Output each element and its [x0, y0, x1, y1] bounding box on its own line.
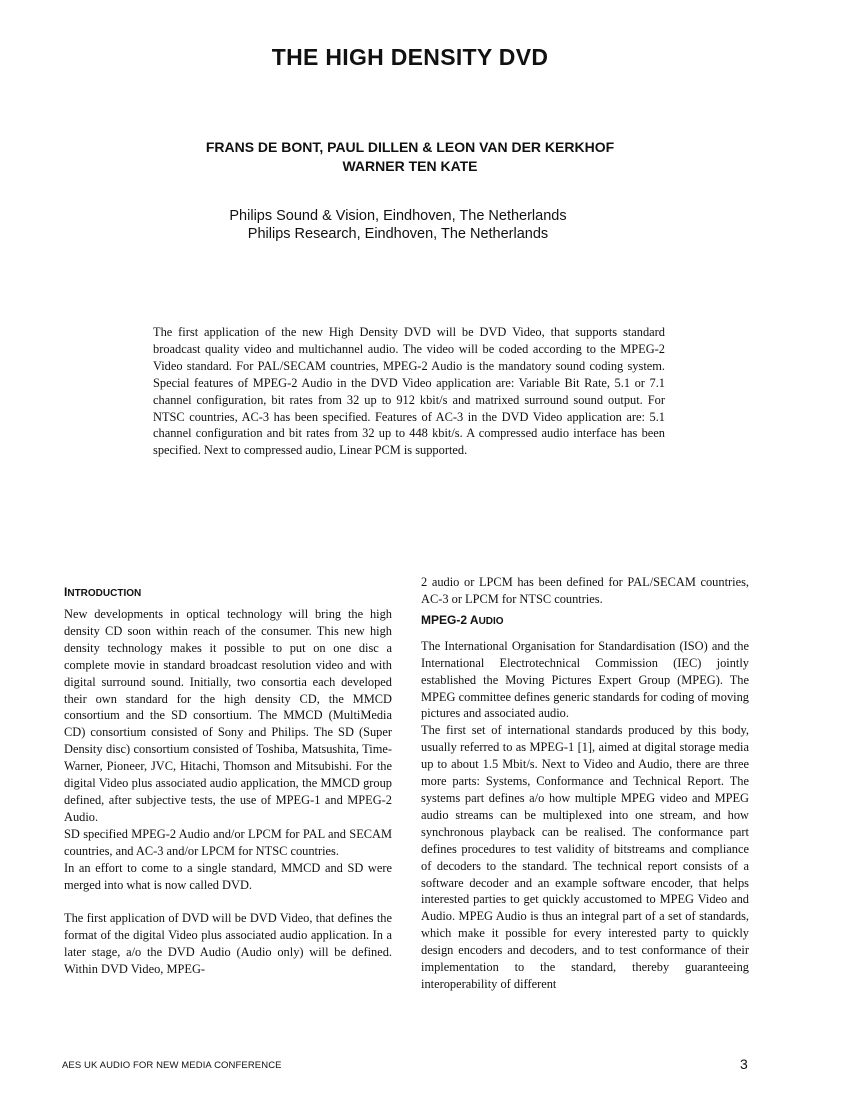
mpeg-paragraph-1: The International Organisation for Standardisation (ISO) and the International Electrotechnical Commission (IEC) jointly established the Moving Pictures Expert Group (MPEG). The MPEG committee defines generic standards for coding of moving pictures and associated audio.	[421, 638, 749, 721]
paper-title: THE HIGH DENSITY DVD	[271, 44, 549, 70]
affiliation-line-1: Philips Sound & Vision, Eindhoven, The Netherlands	[229, 208, 567, 224]
intro-paragraph-1: New developments in optical technology will bring the high density CD soon within reach of the consumer. This new high density technology makes it possible to put on one disc a complete movie in standard broadcast resolution video and with digital surround sound. Initially, two consortia each developed their own standard for the high density CD, the MMCD consortium and the SD consortium. The MMCD (MultiMedia CD) consortium consisted of Sony and Philips. The SD (Super Density disc) consortium consisted of Toshiba, Matsushita, Time-Warner, Pioneer, JVC, Hitachi, Thomson and Mitsubishi. For the digital Video plus associated audio application, the MMCD group defined, after subjective tests, the use of MPEG-1 and MPEG-2 Audio.	[64, 607, 392, 824]
heading-main: MPEG-2 A	[421, 612, 479, 627]
intro-paragraph-4: The first application of DVD will be DVD Video, that defines the format of the digital Video plus associated audio application. In a later stage, a/o the DVD Audio (Audio only) will be defined. Within DVD Video, MPEG-	[64, 911, 392, 977]
heading-initial: I	[64, 585, 68, 599]
section-heading-mpeg2-audio	[421, 612, 749, 630]
heading-rest: NTRODUCTION	[67, 588, 142, 599]
footer-conference: AES UK AUDIO FOR NEW MEDIA CONFERENCE	[62, 1060, 282, 1071]
intro-paragraph-2: SD specified MPEG-2 Audio and/or LPCM for PAL and SECAM countries, and AC-3 and/or LPCM for NTSC countries.	[64, 826, 392, 858]
author-line-2: WARNER TEN KATE	[342, 158, 478, 174]
abstract: The first application of the new High Density DVD will be DVD Video, that supports standard broadcast quality video and multichannel audio. The video will be coded according to the MPEG-2 Video standard. For PAL/SECAM countries, MPEG-2 Audio is the mandatory sound coding system. Special features of MPEG-2 Audio in the DVD Video application are: Variable Bit Rate, 5.1 or 7.1 channel configuration, bit rates from 32 up to 912 kbit/s and matrixed surround sound output. For NTSC countries, AC-3 has been specified. Features of AC-3 in the DVD Video application are: 5.1 channel configuration and bit rates from 32 up to 448 kbit/s. A compressed audio interface has been specified. Next to compressed audio, Linear PCM is supported.	[153, 325, 665, 458]
intro-paragraph-3: In an effort to come to a single standard, MMCD and SD were merged into what is now called DVD.	[64, 860, 392, 892]
right-column	[421, 574, 749, 993]
section-heading-introduction	[64, 584, 392, 602]
mpeg-paragraph-2: The first set of international standards produced by this body, usually referred to as MPEG-1 [1], aimed at digital storage media up to about 1.5 Mbit/s. Next to Video and Audio, there are three more parts: Systems, Conformance and Technical Report. The systems part defines a/o how multiple MPEG video and MPEG audio streams can be multiplexed into one stream, and how synchronous playback can be realised. The conformance part defines procedures to test validity of bitstreams and compliance of decoders to the standard. The technical report consists of a software decoder and an example software encoder, that helps interested parties to get quickly accustomed to MPEG Video and Audio. MPEG Audio is thus an integral part of a set of standards, which make it possible for every interested party to quickly design encoders and decoders, and to test conformance of their implementation to the standard, thereby guaranteeing interoperability of different	[421, 723, 749, 991]
left-column	[64, 574, 392, 978]
affiliation-line-2: Philips Research, Eindhoven, The Netherlands	[247, 226, 549, 242]
heading-rest: UDIO	[478, 615, 504, 627]
continued-paragraph: 2 audio or LPCM has been defined for PAL/SECAM countries, AC-3 or LPCM for NTSC countries.	[421, 575, 749, 606]
affiliation-block	[0, 207, 796, 243]
page-number: 3	[740, 1056, 748, 1072]
author-list	[0, 138, 820, 176]
author-line-1: FRANS DE BONT, PAUL DILLEN & LEON VAN DER KERKHOF	[205, 139, 615, 155]
